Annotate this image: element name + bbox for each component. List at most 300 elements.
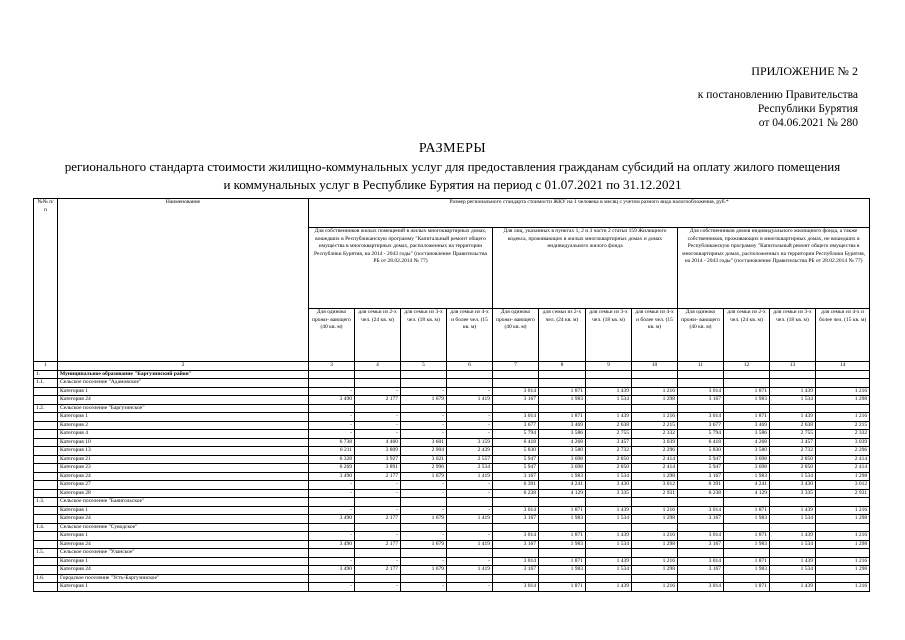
value-cell: 3 167 — [493, 515, 539, 524]
row-name: Категория 24 — [58, 472, 309, 481]
column-number: 5 — [401, 362, 447, 371]
value-cell: 3 014 — [493, 532, 539, 541]
row-number — [34, 489, 58, 498]
value-cell: 1 871 — [539, 506, 586, 515]
value-cell — [493, 379, 539, 388]
value-cell: 1 419 — [447, 566, 493, 575]
value-cell: 3 039 — [632, 438, 678, 447]
value-cell: 1 298 — [816, 515, 870, 524]
table-row — [34, 438, 870, 447]
value-cell: 1 871 — [539, 387, 586, 396]
title-line-2: и коммунальных услуг в Республике Бурятия на период с 01.07.2021 по 31.12.2021 — [223, 177, 682, 192]
value-cell: 2 904 — [401, 447, 447, 456]
row-number: 1. — [34, 370, 58, 379]
value-cell: - — [401, 506, 447, 515]
value-cell: 3 601 — [401, 438, 447, 447]
value-cell — [678, 379, 724, 388]
value-cell: 2 215 — [816, 421, 870, 430]
header-number: №№ п/п — [34, 199, 58, 362]
value-cell: 1 298 — [632, 396, 678, 405]
row-name: Категория 2 — [58, 421, 309, 430]
value-cell: 1 439 — [586, 557, 632, 566]
value-cell: - — [447, 481, 493, 490]
row-number — [34, 566, 58, 575]
subheader-household-type: для семьи из 4-х и более чел. (15 кв. м) — [447, 309, 493, 362]
value-cell: - — [447, 506, 493, 515]
value-cell: 1 298 — [632, 472, 678, 481]
value-cell: 2 755 — [770, 430, 816, 439]
value-cell: 1 439 — [586, 532, 632, 541]
value-cell: 1 439 — [770, 387, 816, 396]
column-number: 7 — [493, 362, 539, 371]
value-cell: 1 439 — [586, 506, 632, 515]
subheader-household-type: для семьи из 3-х чел. (18 кв. м) — [586, 309, 632, 362]
row-number — [34, 532, 58, 541]
value-cell: 3 586 — [539, 430, 586, 439]
value-cell: - — [401, 421, 447, 430]
value-cell: 2 931 — [816, 489, 870, 498]
value-cell: 2 177 — [355, 515, 401, 524]
value-cell — [447, 404, 493, 413]
value-cell: - — [355, 413, 401, 422]
value-cell — [678, 549, 724, 558]
value-cell: 3 469 — [539, 421, 586, 430]
value-cell — [493, 498, 539, 507]
row-name: Сельское поселение "Адамовское" — [58, 379, 309, 388]
value-cell — [401, 523, 447, 532]
row-number — [34, 447, 58, 456]
value-cell — [770, 370, 816, 379]
table-row — [34, 421, 870, 430]
value-cell: 2 557 — [447, 455, 493, 464]
value-cell: 1 419 — [447, 515, 493, 524]
value-cell — [724, 379, 770, 388]
value-cell: 6 418 — [493, 438, 539, 447]
value-cell: 2 332 — [632, 430, 678, 439]
row-number — [34, 583, 58, 592]
value-cell: 3 580 — [724, 447, 770, 456]
value-cell: - — [447, 583, 493, 592]
value-cell: 1 534 — [770, 472, 816, 481]
row-number — [34, 396, 58, 405]
column-number-row — [34, 362, 870, 371]
value-cell: 1 679 — [401, 396, 447, 405]
value-cell: 4 129 — [539, 489, 586, 498]
value-cell — [401, 370, 447, 379]
value-cell: 1 983 — [539, 566, 586, 575]
value-cell: - — [309, 481, 355, 490]
value-cell: 3 698 — [539, 455, 586, 464]
value-cell: 1 298 — [816, 472, 870, 481]
value-cell: 1 983 — [539, 540, 586, 549]
reference-line: Республики Бурятия — [757, 103, 858, 115]
value-cell — [493, 370, 539, 379]
value-cell: 3 490 — [309, 396, 355, 405]
value-cell: 3 927 — [355, 455, 401, 464]
value-cell — [493, 404, 539, 413]
row-name: Категория 24 — [58, 540, 309, 549]
column-number: 11 — [678, 362, 724, 371]
column-number: 2 — [58, 362, 309, 371]
value-cell: 1 871 — [724, 583, 770, 592]
value-cell — [586, 549, 632, 558]
value-cell — [816, 370, 870, 379]
value-cell: - — [355, 430, 401, 439]
value-cell — [678, 370, 724, 379]
value-cell: 1 871 — [539, 413, 586, 422]
value-cell: 3 891 — [355, 464, 401, 473]
column-number: 12 — [724, 362, 770, 371]
value-cell: 1 439 — [770, 532, 816, 541]
value-cell: 5 830 — [493, 447, 539, 456]
column-number: 3 — [309, 362, 355, 371]
settlement-row — [34, 549, 870, 558]
value-cell: 1 983 — [539, 472, 586, 481]
value-cell — [586, 370, 632, 379]
value-cell: - — [447, 532, 493, 541]
value-cell — [401, 404, 447, 413]
value-cell — [816, 574, 870, 583]
value-cell: 3 469 — [724, 421, 770, 430]
value-cell: 1 871 — [724, 506, 770, 515]
value-cell: 5 947 — [493, 455, 539, 464]
value-cell: - — [447, 557, 493, 566]
subheader-household-type: для семьи из 2-х чел. (24 кв. м) — [355, 309, 401, 362]
value-cell: 3 698 — [724, 455, 770, 464]
value-cell: 2 177 — [355, 396, 401, 405]
value-cell — [447, 379, 493, 388]
value-cell: 1 439 — [586, 387, 632, 396]
row-number — [34, 481, 58, 490]
value-cell: 1 298 — [632, 540, 678, 549]
value-cell: 1 534 — [586, 540, 632, 549]
table-row — [34, 472, 870, 481]
value-cell: 1 439 — [770, 413, 816, 422]
reference-line: к постановлению Правительства — [697, 89, 858, 101]
value-cell: 2 850 — [586, 464, 632, 473]
value-cell: 5 947 — [678, 455, 724, 464]
value-cell: 3 014 — [678, 506, 724, 515]
value-cell: 6 238 — [678, 489, 724, 498]
value-cell: - — [309, 583, 355, 592]
value-cell: - — [309, 506, 355, 515]
row-number — [34, 464, 58, 473]
value-cell: - — [309, 489, 355, 498]
value-cell — [493, 574, 539, 583]
subheader-household-type: для семьи из 2-х чел. (24 кв. м) — [539, 309, 586, 362]
table-row — [34, 506, 870, 515]
value-cell: 3 167 — [493, 566, 539, 575]
value-cell: 1 216 — [816, 532, 870, 541]
subheader-household-type: для семьи из 2-х чел. (24 кв. м) — [724, 309, 770, 362]
value-cell — [309, 404, 355, 413]
value-cell — [539, 370, 586, 379]
value-cell: 1 534 — [586, 515, 632, 524]
reference-line: от 04.06.2021 № 280 — [758, 117, 858, 129]
value-cell: - — [401, 489, 447, 498]
value-cell: 1 534 — [770, 540, 816, 549]
value-cell: 1 983 — [724, 566, 770, 575]
value-cell: 1 679 — [401, 566, 447, 575]
column-number: 14 — [816, 362, 870, 371]
row-number — [34, 421, 58, 430]
value-cell: 1 298 — [632, 566, 678, 575]
value-cell: - — [309, 557, 355, 566]
value-cell — [401, 379, 447, 388]
value-cell: 1 871 — [539, 557, 586, 566]
value-cell: 3 014 — [678, 557, 724, 566]
value-cell: 1 871 — [724, 532, 770, 541]
value-cell: 3 457 — [586, 438, 632, 447]
value-cell: 4 129 — [724, 489, 770, 498]
value-cell: 1 983 — [539, 515, 586, 524]
value-cell: 6 238 — [493, 489, 539, 498]
value-cell: - — [401, 532, 447, 541]
value-cell: 2 439 — [447, 447, 493, 456]
value-cell — [447, 574, 493, 583]
row-number: 1.1. — [34, 379, 58, 388]
value-cell: 3 430 — [770, 481, 816, 490]
value-cell: 3 335 — [586, 489, 632, 498]
table-row — [34, 387, 870, 396]
value-cell — [447, 498, 493, 507]
value-cell: 3 490 — [309, 472, 355, 481]
value-cell — [770, 498, 816, 507]
subheader-household-type: для семьи из 4-х и более чел. (15 кв. м) — [816, 309, 870, 362]
value-cell: 1 298 — [632, 515, 678, 524]
value-cell: 5 794 — [493, 430, 539, 439]
value-cell: 3 167 — [493, 472, 539, 481]
row-number: 1.6. — [34, 574, 58, 583]
value-cell: 1 216 — [816, 557, 870, 566]
value-cell: 2 414 — [632, 464, 678, 473]
value-cell: 6 328 — [309, 455, 355, 464]
value-cell: - — [355, 506, 401, 515]
value-cell — [355, 498, 401, 507]
value-cell — [816, 379, 870, 388]
value-cell: - — [401, 557, 447, 566]
row-number — [34, 506, 58, 515]
value-cell: - — [401, 430, 447, 439]
value-cell — [770, 549, 816, 558]
value-cell — [309, 574, 355, 583]
value-cell — [586, 523, 632, 532]
settlement-row — [34, 523, 870, 532]
value-cell — [632, 523, 678, 532]
value-cell: - — [355, 532, 401, 541]
value-cell — [539, 523, 586, 532]
value-cell: 3 490 — [309, 515, 355, 524]
subheader-household-type: Для одиноко прожи- вающего (40 кв. м) — [678, 309, 724, 362]
value-cell: 1 983 — [539, 396, 586, 405]
value-cell: 3 490 — [309, 540, 355, 549]
settlement-row — [34, 379, 870, 388]
row-name: Категория 24 — [58, 396, 309, 405]
row-name: Категория 1 — [58, 583, 309, 592]
header-name: Наименование — [58, 199, 309, 362]
table-row — [34, 566, 870, 575]
value-cell: - — [355, 421, 401, 430]
value-cell: - — [401, 413, 447, 422]
row-name: Сельское поселение "Суводское" — [58, 523, 309, 532]
value-cell: 2 850 — [770, 455, 816, 464]
value-cell: 3 012 — [816, 481, 870, 490]
value-cell: 1 216 — [632, 583, 678, 592]
table-row — [34, 430, 870, 439]
value-cell — [539, 549, 586, 558]
row-number — [34, 430, 58, 439]
value-cell: - — [447, 421, 493, 430]
value-cell — [401, 574, 447, 583]
value-cell — [309, 370, 355, 379]
value-cell: 1 871 — [539, 583, 586, 592]
value-cell: 3 014 — [678, 532, 724, 541]
value-cell — [816, 404, 870, 413]
title-line-1: регионального стандарта стоимости жилищно-коммунальных услуг для предоставления гражданам субсидий на оплату жилого помещения — [64, 159, 841, 174]
value-cell: - — [401, 481, 447, 490]
value-cell — [586, 498, 632, 507]
value-cell: 2 414 — [632, 455, 678, 464]
table-row — [34, 481, 870, 490]
value-cell: 1 534 — [586, 472, 632, 481]
value-cell — [770, 574, 816, 583]
table-row — [34, 464, 870, 473]
value-cell — [586, 574, 632, 583]
value-cell: 3 012 — [632, 481, 678, 490]
value-cell: 2 296 — [632, 447, 678, 456]
value-cell: 1 216 — [816, 413, 870, 422]
value-cell: - — [309, 387, 355, 396]
value-cell — [678, 574, 724, 583]
value-cell — [355, 379, 401, 388]
value-cell — [309, 379, 355, 388]
row-name: Категория 28 — [58, 489, 309, 498]
value-cell — [539, 498, 586, 507]
value-cell: 1 216 — [816, 387, 870, 396]
value-cell: 2 850 — [770, 464, 816, 473]
value-cell — [632, 549, 678, 558]
value-cell — [355, 549, 401, 558]
value-cell: 3 167 — [493, 540, 539, 549]
value-cell: 3 014 — [493, 583, 539, 592]
row-number — [34, 438, 58, 447]
value-cell: 3 167 — [678, 396, 724, 405]
row-number — [34, 515, 58, 524]
row-number — [34, 557, 58, 566]
value-cell: 1 871 — [724, 413, 770, 422]
row-name: Категория 1 — [58, 557, 309, 566]
column-number: 1 — [34, 362, 58, 371]
value-cell: 1 216 — [632, 506, 678, 515]
value-cell: 1 216 — [632, 532, 678, 541]
row-number — [34, 455, 58, 464]
document-title — [0, 140, 905, 194]
value-cell: 2 215 — [632, 421, 678, 430]
row-name: Категория 23 — [58, 464, 309, 473]
value-cell — [447, 370, 493, 379]
value-cell — [678, 404, 724, 413]
value-cell: 2 332 — [816, 430, 870, 439]
value-cell: 2 638 — [586, 421, 632, 430]
table-row — [34, 413, 870, 422]
value-cell — [539, 404, 586, 413]
row-name: Категория 24 — [58, 515, 309, 524]
subheader-household-type: Для одиноко прожи- вающего (40 кв. м) — [493, 309, 539, 362]
value-cell: 3 167 — [493, 396, 539, 405]
value-cell: 2 177 — [355, 540, 401, 549]
value-cell: 1 871 — [539, 532, 586, 541]
value-cell — [447, 549, 493, 558]
municipality-row — [34, 370, 870, 379]
value-cell: 6 391 — [678, 481, 724, 490]
value-cell — [447, 523, 493, 532]
value-cell: 1 298 — [816, 396, 870, 405]
value-cell: 4 460 — [355, 438, 401, 447]
settlement-row — [34, 574, 870, 583]
value-cell: - — [355, 387, 401, 396]
value-cell: 1 216 — [632, 557, 678, 566]
value-cell: 1 871 — [724, 557, 770, 566]
value-cell — [724, 404, 770, 413]
value-cell: 1 983 — [724, 396, 770, 405]
table-row — [34, 583, 870, 592]
value-cell: 1 298 — [816, 540, 870, 549]
value-cell: - — [401, 583, 447, 592]
value-cell: - — [447, 387, 493, 396]
row-name: Муниципальное образование "Баргузинский район" — [58, 370, 309, 379]
table-row — [34, 515, 870, 524]
row-number — [34, 540, 58, 549]
value-cell: 4 241 — [724, 481, 770, 490]
value-cell — [309, 523, 355, 532]
value-cell: 3 014 — [493, 506, 539, 515]
value-cell: 3 014 — [493, 413, 539, 422]
value-cell: 1 534 — [770, 396, 816, 405]
value-cell: - — [309, 430, 355, 439]
value-cell: 1 216 — [632, 387, 678, 396]
value-cell: 3 014 — [493, 387, 539, 396]
subheader-household-type: для семьи из 3-х чел. (18 кв. м) — [401, 309, 447, 362]
value-cell: 1 534 — [770, 566, 816, 575]
value-cell: 1 298 — [816, 566, 870, 575]
value-cell: 3 014 — [493, 557, 539, 566]
value-cell: 3 039 — [816, 438, 870, 447]
value-cell: 6 418 — [678, 438, 724, 447]
value-cell: 1 679 — [401, 540, 447, 549]
value-cell: 2 996 — [401, 464, 447, 473]
value-cell — [632, 370, 678, 379]
row-name: Сельское поселение "Баргузинское" — [58, 404, 309, 413]
value-cell: 3 167 — [678, 566, 724, 575]
value-cell — [355, 370, 401, 379]
header-standard-size: Размер регионального стандарта стоимости ЖКУ на 1 человека в месяц с учетом разного вида налогообложения, руб.* — [309, 199, 870, 228]
value-cell: 1 534 — [586, 396, 632, 405]
value-cell: - — [447, 413, 493, 422]
subheader-household-type: Для одиноко прожи- вающего (40 кв. м) — [309, 309, 355, 362]
table-row — [34, 447, 870, 456]
value-cell — [401, 549, 447, 558]
value-cell — [816, 523, 870, 532]
value-cell: 2 414 — [816, 464, 870, 473]
value-cell — [724, 523, 770, 532]
table-row — [34, 540, 870, 549]
value-cell: 3 014 — [678, 583, 724, 592]
value-cell — [632, 498, 678, 507]
value-cell — [770, 404, 816, 413]
resolution-reference — [698, 88, 858, 130]
value-cell: 3 335 — [770, 489, 816, 498]
appendix-label: ПРИЛОЖЕНИЕ № 2 — [751, 64, 858, 78]
